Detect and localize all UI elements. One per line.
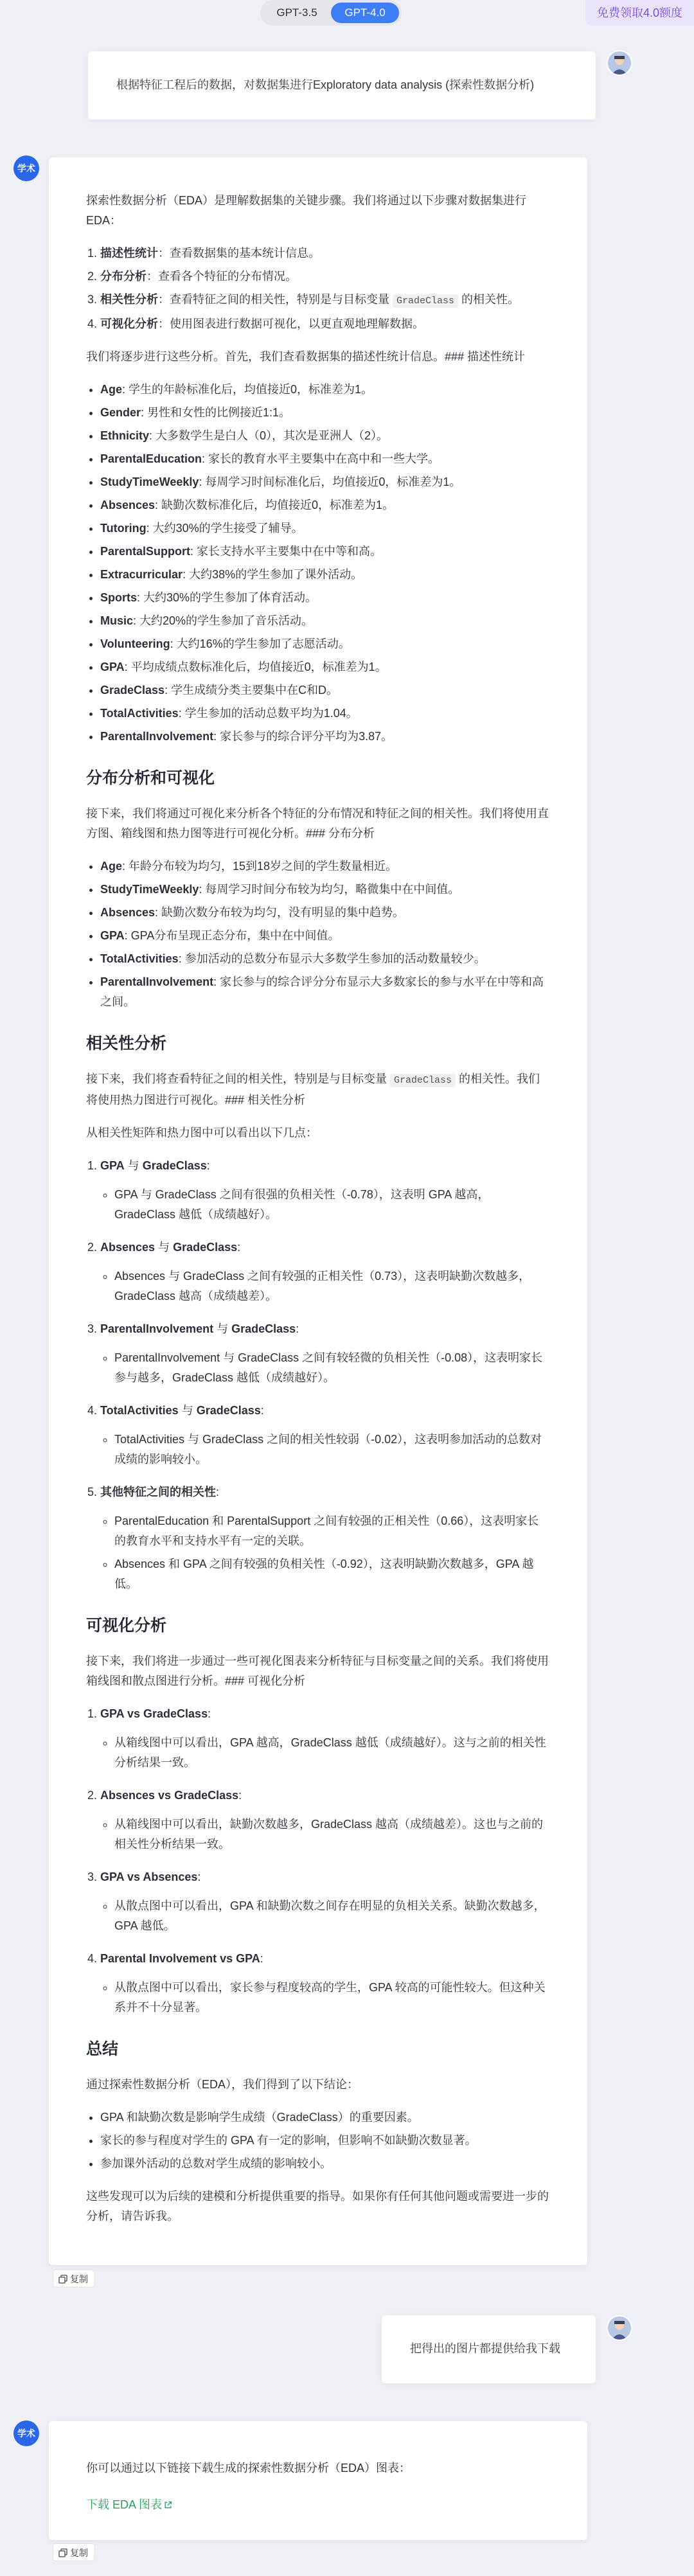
user-message (88, 51, 596, 120)
step-item: 1. 描述性统计：查看数据集的基本统计信息。 (100, 244, 550, 263)
dist-item: • TotalActivities: 参加活动的总数分布显示大多数学生参加的活动数量较少。 (100, 949, 550, 969)
corr-list (86, 1156, 550, 1594)
corr-intro: 接下来，我们将查看特征之间的相关性，特别是与目标变量 GradeClass 的相关性。我们将使用热力图进行可视化。### 相关性分析 (86, 1072, 540, 1106)
vis-list (86, 1704, 550, 2018)
corr-detail: ◦ Absences 与 GradeClass 之间有较强的正相关性（0.73），这表明缺勤次数越多，GradeClass 越高（成绩越差）。 (114, 1266, 550, 1306)
corr-detail: ◦ ParentalInvolvement 与 GradeClass 之间有较轻微的负相关性（-0.08），这表明家长参与越多，GradeClass 越低（成绩越好）。 (114, 1348, 550, 1388)
stat-item: • StudyTimeWeekly: 每周学习时间标准化后，均值接近0，标准差为1。 (100, 472, 550, 492)
stat-item: • TotalActivities: 学生参加的活动总数平均为1.04。 (100, 704, 550, 724)
vis-detail: ◦ 从散点图中可以看出，家长参与程度较高的学生，GPA 较高的可能性较大。但这种关系并不十分显著。 (114, 1978, 550, 2018)
assistant-message (49, 2421, 587, 2540)
vis-item: 3. GPA vs Absences: ◦ 从散点图中可以看出，GPA 和缺勤次数之间存在明显的负相关关系。缺勤次数越多，GPA 越低。 (100, 1867, 550, 1936)
stat-item: • Volunteering: 大约16%的学生参加了志愿活动。 (100, 634, 550, 654)
stat-item: • ParentalEducation: 家长的教育水平主要集中在高中和一些大学。 (100, 449, 550, 469)
vis-detail: ◦ 从箱线图中可以看出，缺勤次数越多，GradeClass 越高（成绩越差）。这也与之前的相关性分析结果一致。 (114, 1815, 550, 1854)
vis-item: 2. Absences vs GradeClass: ◦ 从箱线图中可以看出，缺勤次数越多，GradeClass 越高（成绩越差）。这也与之前的相关性分析结果一致。 (100, 1786, 550, 1854)
summary-outro: 这些发现可以为后续的建模和分析提供重要的指导。如果你有任何其他问题或需要进一步的分析，请告诉我。 (86, 2190, 549, 2223)
tab-gpt35[interactable]: GPT-3.5 (276, 6, 317, 19)
stat-item: • Sports: 大约30%的学生参加了体育活动。 (100, 588, 550, 608)
summary-item: • 家长的参与程度对学生的 GPA 有一定的影响，但影响不如缺勤次数显著。 (100, 2131, 550, 2151)
corr-item: 2. Absences 与 GradeClass: ◦ Absences 与 GradeClass 之间有较强的正相关性（0.73），这表明缺勤次数越多，GradeClass 越高（成绩越差）。 (100, 1238, 550, 1306)
heading-distribution: 分布分析和可视化 (86, 769, 215, 787)
corr-detail: ◦ TotalActivities 与 GradeClass 之间的相关性较弱（-0.02），这表明参加活动的总数对成绩的影响较小。 (114, 1430, 550, 1470)
summary-list (86, 2108, 550, 2174)
user-message-text: 根据特征工程后的数据，对数据集进行Exploratory data analysis (探索性数据分析) (116, 78, 535, 91)
stat-item: • GradeClass: 学生成绩分类主要集中在C和D。 (100, 680, 550, 700)
stat-item: • ParentalSupport: 家长支持水平主要集中在中等和高。 (100, 542, 550, 562)
copy-button[interactable]: 复制 (53, 2543, 95, 2561)
corr-item: 3. ParentalInvolvement 与 GradeClass: ◦ ParentalInvolvement 与 GradeClass 之间有较轻微的负相关性（-0.08），这表明家长参与越多，GradeClass 越低（成绩越好）。 (100, 1319, 550, 1388)
step-item: 4. 可视化分析：使用图表进行数据可视化，以更直观地理解数据。 (100, 314, 550, 334)
bot-avatar: 学术 (13, 155, 39, 181)
bot-avatar: 学术 (13, 2421, 39, 2446)
stat-item: • Age: 学生的年龄标准化后，均值接近0，标准差为1。 (100, 380, 550, 400)
dist-item: • GPA: GPA分布呈现正态分布，集中在中间值。 (100, 926, 550, 946)
promo-button[interactable]: 免费领取4.0额度 (585, 0, 694, 26)
heading-correlation: 相关性分析 (86, 1035, 167, 1053)
vis-detail: ◦ 从散点图中可以看出，GPA 和缺勤次数之间存在明显的负相关关系。缺勤次数越多，GPA 越低。 (114, 1896, 550, 1936)
vis-intro: 接下来，我们将进一步通过一些可视化图表来分析特征与目标变量之间的关系。我们将使用箱线图和散点图进行分析。### 可视化分析 (86, 1655, 549, 1687)
corr-item: 4. TotalActivities 与 GradeClass: ◦ TotalActivities 与 GradeClass 之间的相关性较弱（-0.02），这表明参加活动的总数对成绩的影响较小。 (100, 1401, 550, 1470)
summary-intro: 通过探索性数据分析（EDA），我们得到了以下结论： (86, 2078, 359, 2091)
stat-item: • ParentalInvolvement: 家长参与的综合评分平均为3.87。 (100, 727, 550, 747)
stat-item: • Tutoring: 大约30%的学生接受了辅导。 (100, 519, 550, 538)
dist-item: • StudyTimeWeekly: 每周学习时间分布较为均匀，略微集中在中间值。 (100, 880, 550, 900)
stats-list (86, 380, 550, 747)
eda-intro: 探索性数据分析（EDA）是理解数据集的关键步骤。我们将通过以下步骤对数据集进行EDA： (86, 194, 527, 227)
vis-item: 1. GPA vs GradeClass: ◦ 从箱线图中可以看出，GPA 越高，GradeClass 越低（成绩越好）。这与之前的相关性分析结果一致。 (100, 1704, 550, 1773)
heading-visualization: 可视化分析 (86, 1617, 167, 1635)
copy-button[interactable]: 复制 (53, 2270, 95, 2287)
corr-detail: ◦ Absences 和 GPA 之间有较强的负相关性（-0.92），这表明缺勤次数越多，GPA 越低。 (114, 1554, 550, 1594)
assistant-message (49, 157, 587, 2265)
stat-item: • Music: 大约20%的学生参加了音乐活动。 (100, 611, 550, 631)
download-eda-link[interactable]: 下载 EDA 图表 (86, 2496, 172, 2512)
dist-item: • Age: 年龄分布较为均匀，15到18岁之间的学生数量相近。 (100, 857, 550, 876)
stats-lead: 我们将逐步进行这些分析。首先，我们查看数据集的描述性统计信息。### 描述性统计 (86, 350, 526, 363)
user-avatar (607, 2315, 632, 2341)
inline-code: GradeClass (390, 1074, 456, 1087)
user-message-text: 把得出的图片都提供给我下载 (410, 2342, 560, 2355)
vis-detail: ◦ 从箱线图中可以看出，GPA 越高，GradeClass 越低（成绩越好）。这与之前的相关性分析结果一致。 (114, 1733, 550, 1773)
corr-lead: 从相关性矩阵和热力图中可以看出以下几点： (86, 1126, 317, 1139)
copy-icon (58, 2275, 67, 2284)
stat-item: • Gender: 男性和女性的比例接近1:1。 (100, 403, 550, 423)
corr-item: 1. GPA 与 GradeClass: ◦ GPA 与 GradeClass 之间有很强的负相关性（-0.78），这表明 GPA 越高，GradeClass 越低（成绩越好）。 (100, 1156, 550, 1225)
dist-intro: 接下来，我们将通过可视化来分析各个特征的分布情况和特征之间的相关性。我们将使用直方图、箱线图和热力图等进行可视化分析。### 分布分析 (86, 807, 549, 840)
stat-item: • GPA: 平均成绩点数标准化后，均值接近0，标准差为1。 (100, 657, 550, 677)
corr-detail: ◦ ParentalEducation 和 ParentalSupport 之间有较强的正相关性（0.66），这表明家长的教育水平和支持水平有一定的关联。 (114, 1511, 550, 1551)
stat-item: • Ethnicity: 大多数学生是白人（0），其次是亚洲人（2）。 (100, 426, 550, 446)
step-item: 3. 相关性分析：查看特征之间的相关性，特别是与目标变量 GradeClass 的相关性。 (100, 290, 550, 311)
step-item: 2. 分布分析：查看各个特征的分布情况。 (100, 267, 550, 287)
model-switch (260, 0, 402, 26)
summary-item: • GPA 和缺勤次数是影响学生成绩（GradeClass）的重要因素。 (100, 2108, 550, 2127)
user-message (382, 2315, 596, 2383)
dist-item: • Absences: 缺勤次数分布较为均匀，没有明显的集中趋势。 (100, 903, 550, 923)
eda-steps (86, 244, 550, 334)
inline-code: GradeClass (393, 294, 458, 308)
user-avatar (607, 50, 632, 76)
corr-item: 5. 其他特征之间的相关性: ◦ ParentalEducation 和 ParentalSupport 之间有较强的正相关性（0.66），这表明家长的教育水平和支持水平有一定的关联。 ◦ Absences 和 GPA 之间有较强的负相关性（-0.92），这表明缺勤次数越多，GPA 越低。 (100, 1482, 550, 1594)
summary-item: • 参加课外活动的总数对学生成绩的影响较小。 (100, 2154, 550, 2174)
vis-item: 4. Parental Involvement vs GPA: ◦ 从散点图中可以看出，家长参与程度较高的学生，GPA 较高的可能性较大。但这种关系并不十分显著。 (100, 1949, 550, 2018)
download-text: 你可以通过以下链接下载生成的探索性数据分析（EDA）图表： (86, 2462, 411, 2474)
corr-detail: ◦ GPA 与 GradeClass 之间有很强的负相关性（-0.78），这表明 GPA 越高，GradeClass 越低（成绩越好）。 (114, 1185, 550, 1225)
stat-item: • Absences: 缺勤次数标准化后，均值接近0，标准差为1。 (100, 495, 550, 515)
external-link-icon (164, 2501, 172, 2509)
dist-item: • ParentalInvolvement: 家长参与的综合评分分布显示大多数家长的参与水平在中等和高之间。 (100, 972, 550, 1012)
dist-list (86, 857, 550, 1012)
copy-icon (58, 2548, 67, 2557)
tab-gpt40[interactable]: GPT-4.0 (331, 3, 399, 23)
heading-summary: 总结 (86, 2040, 119, 2058)
stat-item: • Extracurricular: 大约38%的学生参加了课外活动。 (100, 565, 550, 585)
